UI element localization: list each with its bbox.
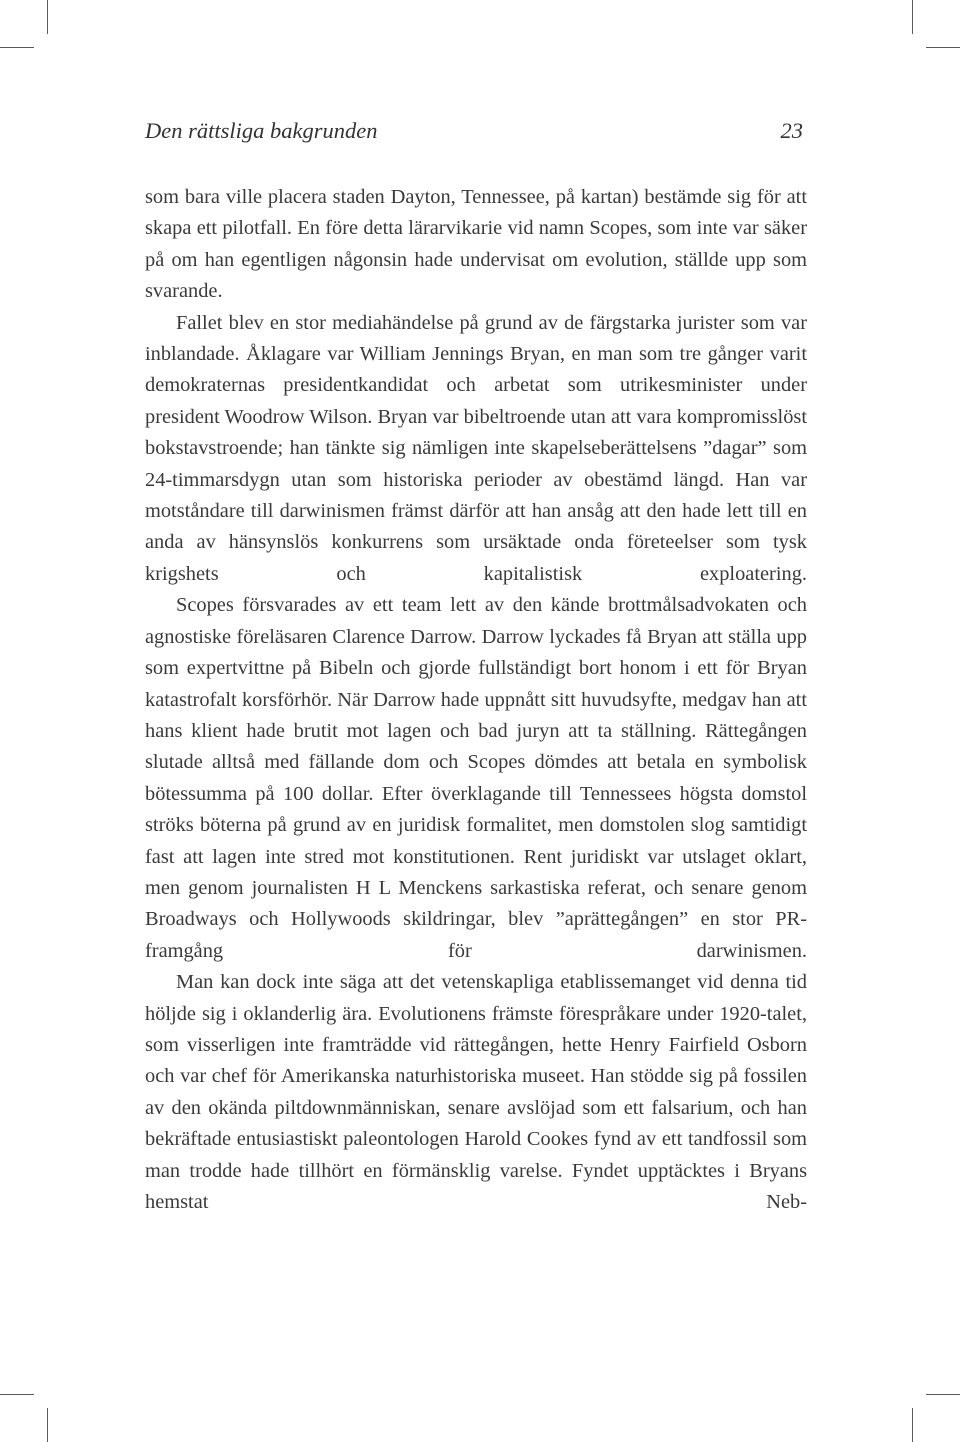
crop-mark-bottom-left-vertical bbox=[47, 1408, 48, 1442]
running-title: Den rättsliga bakgrunden bbox=[145, 118, 378, 143]
running-head bbox=[145, 118, 807, 152]
paragraph-3: Scopes försvarades av ett team lett av den kände brottmålsadvokaten och agnostiske föreläsaren Clarence Darrow. Darrow lyckades få Bryan att ställa upp som expertvittne på Bibeln och gjorde fullständigt bort honom i ett för Bryan katastrofalt korsförhör. När Darrow hade uppnått sitt huvudsyfte, medgav han att hans klient hade brutit mot lagen och bad juryn att ta ställning. Rättegången slutade alltså med fällande dom och Scopes dömdes att betala en symbolisk bötessumma på 100 dollar. Efter överklagande till Tennessees högsta domstol ströks böterna på grund av en juridisk formalitet, men domstolen slog samtidigt fast att lagen inte stred mot konstitutionen. Rent juridiskt var utslaget oklart, men genom journalisten H L Menckens sarkastiska referat, och senare genom Broadways och Hollywoods skildringar, blev ”aprättegången” en stor PR-framgång för darwinismen. bbox=[145, 594, 807, 962]
crop-mark-bottom-left-horizontal bbox=[0, 1394, 34, 1395]
page-number: 23 bbox=[780, 118, 803, 143]
crop-mark-bottom-right-horizontal bbox=[926, 1394, 960, 1395]
crop-mark-top-left-vertical bbox=[47, 0, 48, 34]
paragraph-4: Man kan dock inte säga att det vetenskapliga etablissemanget vid denna tid höljde sig i oklanderlig ära. Evolutionens främste förespråkare under 1920-talet, som visserligen inte framträdde vid rättegången, hette Henry Fairfield Osborn och var chef för Amerikanska naturhistoriska museet. Han stödde sig på fossilen av den okända piltdownmänniskan, senare avslöjad som ett falsarium, och han bekräftade entusiastiskt paleontologen Harold Cookes fynd av ett tandfossil som man trodde hade tillhört en förmänsklig varelse. Fyndet upptäcktes i Bryans hemstat Neb- bbox=[145, 971, 807, 1213]
paragraph-2: Fallet blev en stor mediahändelse på grund av de färgstarka jurister som var inblandade. Åklagare var William Jennings Bryan, en man som tre gånger varit demokraternas presidentkandidat och arbetat som utrikesminister under president Woodrow Wilson. Bryan var bibeltroende utan att vara kompromisslöst bokstavstroende; han tänkte sig nämligen inte skapelseberättelsens ”dagar” som 24-timmarsdygn utan som historiska perioder av obestämd längd. Han var motståndare till darwinismen främst därför att han ansåg att den hade lett till en anda av hänsynslös konkurrens som ursäktade onda företeelser som tysk krigshets och kapitalistisk exploatering. bbox=[145, 311, 807, 585]
crop-mark-top-right-horizontal bbox=[926, 47, 960, 48]
body-text bbox=[145, 182, 807, 1218]
paragraph-1: som bara ville placera staden Dayton, Tennessee, på kartan) bestämde sig för att skapa ett pilotfall. En före detta lärarvikarie vid namn Scopes, som inte var säker på om han egentligen någonsin hade undervisat om evolution, ställde upp som svarande. bbox=[145, 186, 807, 303]
crop-mark-top-right-vertical bbox=[912, 0, 913, 34]
crop-mark-top-left-horizontal bbox=[0, 47, 34, 48]
crop-mark-bottom-right-vertical bbox=[912, 1408, 913, 1442]
